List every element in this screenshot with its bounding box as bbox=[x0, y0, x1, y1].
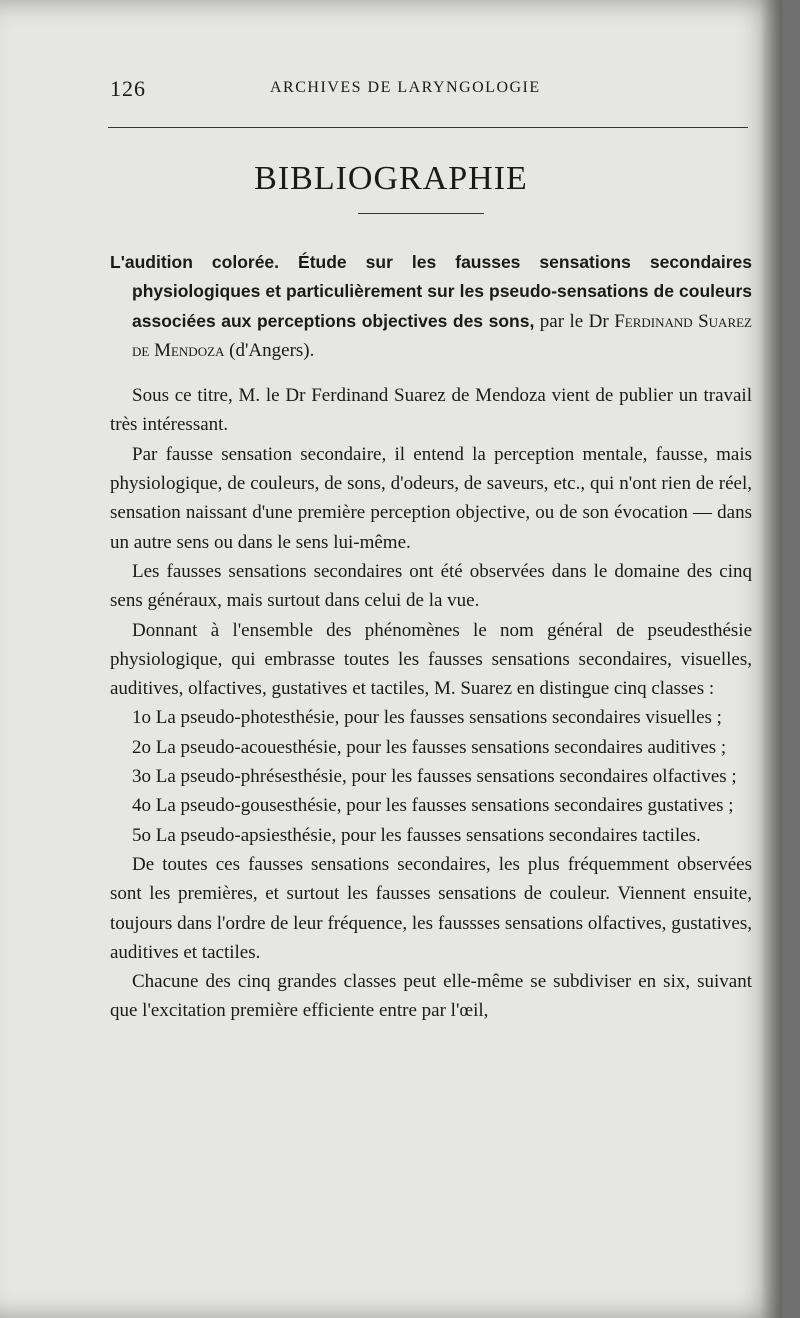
entry-author: Ferdinand Suarez de Mendoza bbox=[132, 310, 753, 361]
paragraph: Donnant à l'ensemble des phénomènes le nom général de pseudesthésie physiologique, qui embrasse toutes les fausses sensations secondaires, visuelles, auditives, olfactives, gustatives et tactiles, M. Suarez en distingue cinq classes : bbox=[110, 619, 752, 700]
entry-place: (d'Angers). bbox=[224, 339, 315, 361]
list-item: 5o La pseudo-apsiesthésie, pour les fausses sensations secondaires tactiles. bbox=[132, 824, 701, 846]
paragraph: Les fausses sensations secondaires ont été observées dans le domaine des cinq sens généraux, mais surtout dans celui de la vue. bbox=[110, 560, 752, 612]
entry-by: par le bbox=[534, 310, 589, 332]
list-item: 4o La pseudo-gousesthésie, pour les fausses sensations secondaires gustatives ; bbox=[132, 795, 734, 817]
paragraph: Chacune des cinq grandes classes peut elle-même se subdiviser en six, suivant que l'excitation première efficiente entre par l'œil, bbox=[110, 971, 752, 1022]
running-head bbox=[110, 76, 750, 104]
page-content bbox=[110, 248, 752, 1026]
bibliography-entry bbox=[110, 248, 752, 365]
list-item: 3o La pseudo-phrésesthésie, pour les fausses sensations secondaires olfactives ; bbox=[132, 766, 737, 788]
paragraph: De toutes ces fausses sensations secondaires, les plus fréquemment observées sont les premières, et surtout les fausses sensations de couleur. Viennent ensuite, toujours dans l'ordre de leur fréquence, les faussses sensations olfactives, gustatives, auditives et tactiles. bbox=[110, 853, 752, 963]
section-title: BIBLIOGRAPHIE bbox=[254, 160, 528, 197]
paragraph: Sous ce titre, M. le Dr Ferdinand Suarez de Mendoza vient de publier un travail très intéressant. bbox=[110, 385, 752, 436]
list-item: 2o La pseudo-acouesthésie, pour les fausses sensations secondaires auditives ; bbox=[132, 736, 727, 758]
journal-title: ARCHIVES DE LARYNGOLOGIE bbox=[270, 79, 541, 96]
list-item: 1o La pseudo-photesthésie, pour les fausses sensations secondaires visuelles ; bbox=[132, 707, 722, 729]
title-rule bbox=[358, 213, 484, 214]
header-rule bbox=[108, 127, 748, 128]
entry-title: L'audition colorée. Étude sur les fausses sensations secondaires physiologiques et particulièrement sur les pseudo-sensations de couleurs associées aux perceptions objectives des sons, bbox=[110, 252, 752, 331]
paragraph: Par fausse sensation secondaire, il entend la perception mentale, fausse, mais physiologique, de couleurs, de sons, d'odeurs, de saveurs, etc., qui n'ont rien de réel, sensation naissant d'une première perception objective, ou de son évocation — dans un autre sens ou dans le sens lui-même. bbox=[110, 443, 752, 553]
entry-dr: Dr bbox=[588, 310, 609, 332]
page-number: 126 bbox=[110, 76, 146, 101]
